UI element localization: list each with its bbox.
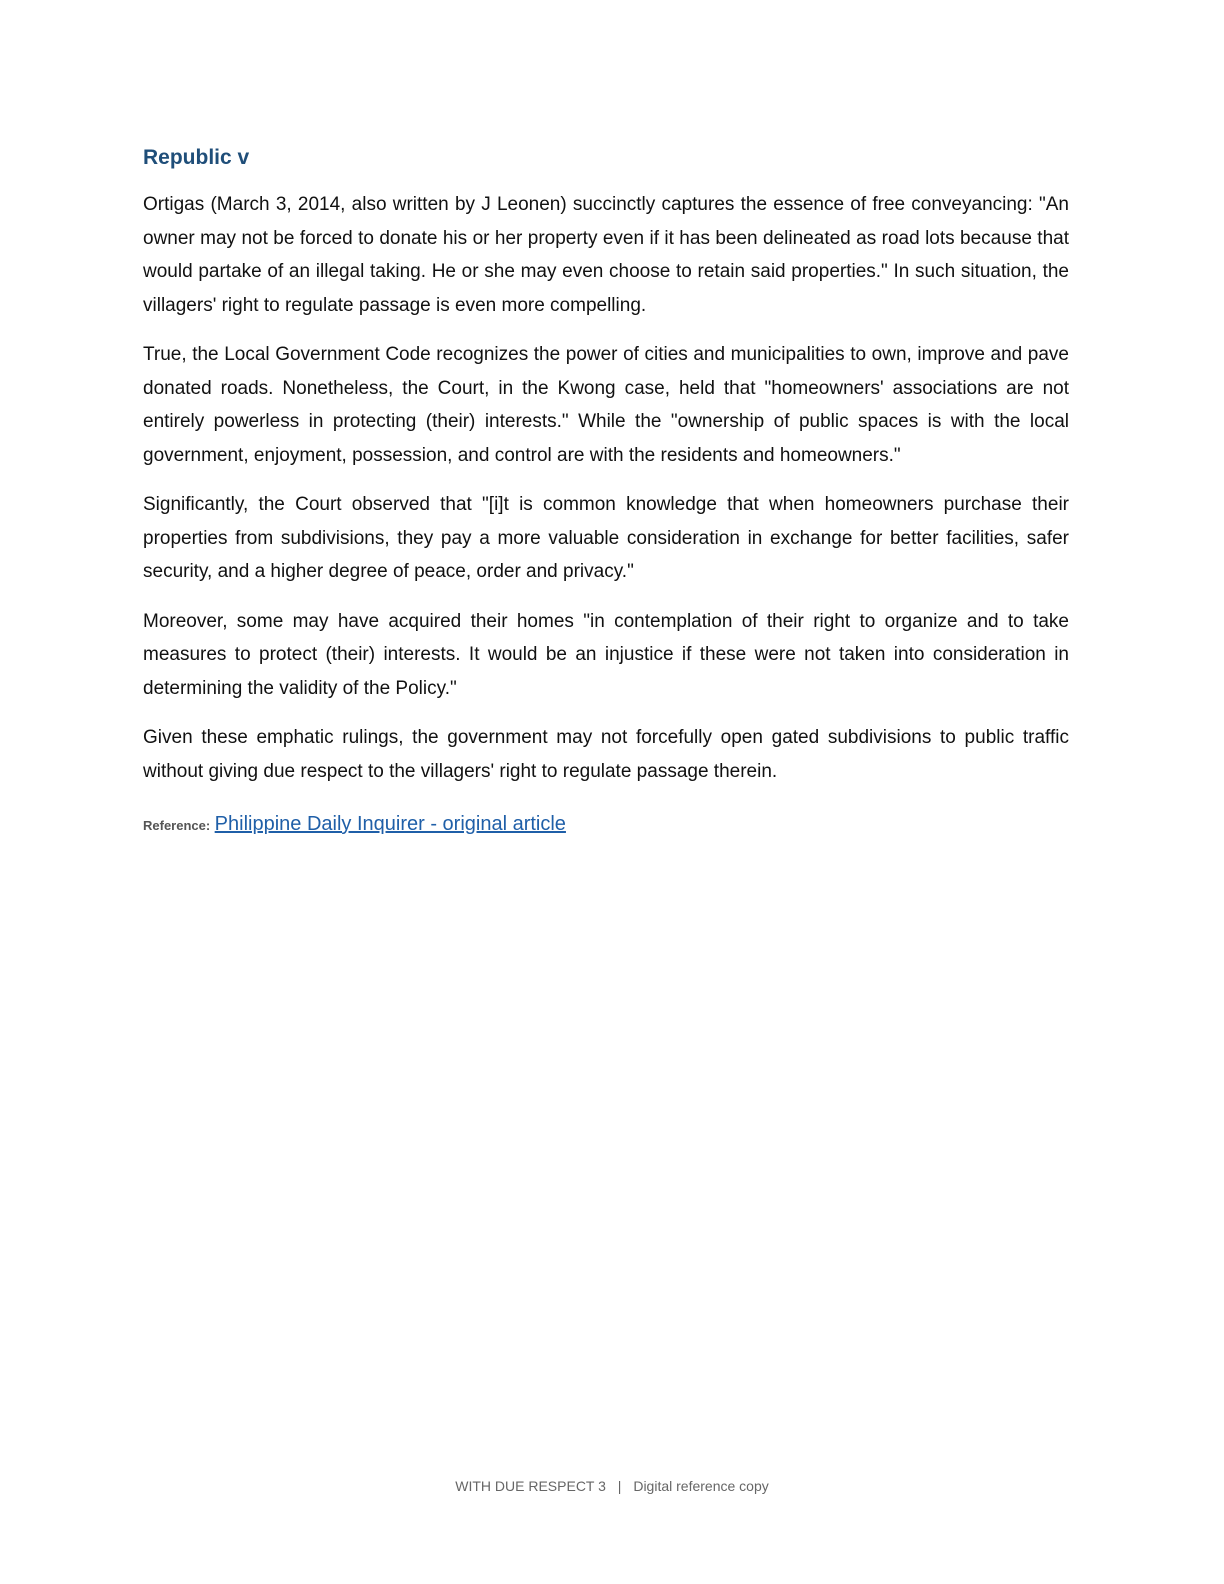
reference-line — [143, 810, 1069, 840]
paragraph-acquired-homes: Moreover, some may have acquired their homes "in contemplation of their right to organize and to take measures to protect (their) interests. It would be an injustice if these were not taken into consideration in determining the validity of the Policy." — [143, 610, 1069, 699]
footer-note: Digital reference copy — [633, 1478, 769, 1494]
paragraph-ortigas: Ortigas (March 3, 2014, also written by J Leonen) succinctly captures the essence of free conveyancing: "An owner may not be forced to donate his or her property even if it has been delineated as road lots because that would partake of an illegal taking. He or she may even choose to retain said properties." In such situation, the villagers' right to regulate passage is even more compelling. — [143, 194, 1069, 316]
footer-separator: | — [617, 1478, 622, 1494]
paragraph-local-government-code: True, the Local Government Code recognizes the power of cities and municipalities to own, improve and pave donated roads. Nonetheless, the Court, in the Kwong case, held that "homeowners' associations are not entirely powerless in protecting (their) interests." While the "ownership of public spaces is with the local government, enjoyment, possession, and control are with the residents and homeowners." — [143, 344, 1069, 466]
reference-label: Reference: — [143, 818, 211, 833]
reference-link[interactable]: Philippine Daily Inquirer - original article — [214, 813, 566, 835]
page-footer — [0, 1478, 1224, 1494]
document-page — [143, 142, 1069, 840]
paragraph-conclusion: Given these emphatic rulings, the government may not forcefully open gated subdivisions to public traffic without giving due respect to the villagers' right to regulate passage therein. — [143, 727, 1069, 782]
paragraph-court-observation: Significantly, the Court observed that "[i]t is common knowledge that when homeowners purchase their properties from subdivisions, they pay a more valuable consideration in exchange for better facilities, safer security, and a higher degree of peace, order and privacy." — [143, 494, 1069, 582]
footer-title: WITH DUE RESPECT 3 — [455, 1478, 606, 1494]
section-heading: Republic v — [143, 146, 250, 169]
